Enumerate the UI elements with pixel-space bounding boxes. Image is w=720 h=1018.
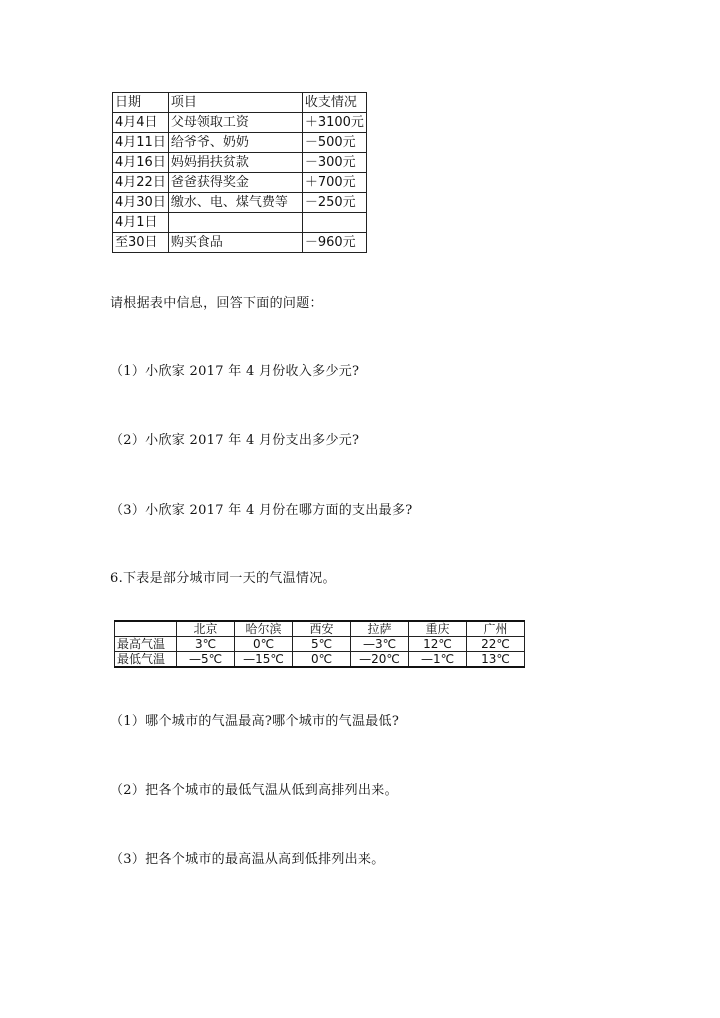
cell-amount: ＋3100元 bbox=[302, 113, 366, 133]
cell-date: 4月11日 bbox=[113, 133, 169, 153]
header-city: 西安 bbox=[293, 621, 351, 637]
cell-date: 4月1日 bbox=[113, 213, 169, 233]
question-1: （1）小欣家 2017 年 4 月份收入多少元? bbox=[110, 364, 360, 379]
cell-high-temp: 0℃ bbox=[235, 637, 293, 652]
cell-high-temp: 3℃ bbox=[177, 637, 235, 652]
cell-low-temp: —1℃ bbox=[409, 652, 467, 668]
cell-high-temp: 22℃ bbox=[467, 637, 525, 652]
table-header-row bbox=[113, 93, 367, 113]
instruction-text: 请根据表中信息，回答下面的问题： bbox=[110, 296, 323, 311]
table-row bbox=[113, 153, 367, 173]
cell-low-temp: 13℃ bbox=[467, 652, 525, 668]
table-row bbox=[113, 213, 367, 233]
question-6-3: （3）把各个城市的最高温从高到低排列出来。 bbox=[110, 852, 385, 867]
income-expense-table bbox=[112, 92, 367, 253]
header-date: 日期 bbox=[113, 93, 169, 113]
header-city: 哈尔滨 bbox=[235, 621, 293, 637]
cell-date: 4月30日 bbox=[113, 193, 169, 213]
cell-low-temp: 0℃ bbox=[293, 652, 351, 668]
temperature-table bbox=[114, 620, 525, 668]
header-item: 项目 bbox=[168, 93, 302, 113]
table-header-row bbox=[115, 621, 525, 637]
question-6-1: （1）哪个城市的气温最高?哪个城市的气温最低? bbox=[110, 714, 400, 729]
question-6-2: （2）把各个城市的最低气温从低到高排列出来。 bbox=[110, 783, 398, 798]
cell-amount bbox=[302, 213, 366, 233]
cell-item: 妈妈捐扶贫款 bbox=[168, 153, 302, 173]
row-label-high: 最高气温 bbox=[115, 637, 177, 652]
cell-date: 4月16日 bbox=[113, 153, 169, 173]
cell-high-temp: —3℃ bbox=[351, 637, 409, 652]
cell-item: 爸爸获得奖金 bbox=[168, 173, 302, 193]
cell-item: 购买食品 bbox=[168, 233, 302, 253]
row-label-low: 最低气温 bbox=[115, 652, 177, 668]
header-city: 拉萨 bbox=[351, 621, 409, 637]
header-blank bbox=[115, 621, 177, 637]
cell-amount: －300元 bbox=[302, 153, 366, 173]
table-row bbox=[113, 193, 367, 213]
question-2: （2）小欣家 2017 年 4 月份支出多少元? bbox=[110, 433, 360, 448]
cell-amount: ＋700元 bbox=[302, 173, 366, 193]
cell-amount: －250元 bbox=[302, 193, 366, 213]
cell-item bbox=[168, 213, 302, 233]
header-city: 重庆 bbox=[409, 621, 467, 637]
cell-date: 4月4日 bbox=[113, 113, 169, 133]
cell-date: 至30日 bbox=[113, 233, 169, 253]
cell-high-temp: 5℃ bbox=[293, 637, 351, 652]
section-6-title: 6.下表是部分城市同一天的气温情况。 bbox=[110, 571, 336, 586]
table-row bbox=[113, 133, 367, 153]
cell-amount: －960元 bbox=[302, 233, 366, 253]
cell-date: 4月22日 bbox=[113, 173, 169, 193]
cell-high-temp: 12℃ bbox=[409, 637, 467, 652]
header-city: 北京 bbox=[177, 621, 235, 637]
cell-item: 缴水、电、煤气费等 bbox=[168, 193, 302, 213]
cell-low-temp: —15℃ bbox=[235, 652, 293, 668]
cell-low-temp: —5℃ bbox=[177, 652, 235, 668]
cell-item: 给爷爷、奶奶 bbox=[168, 133, 302, 153]
table-row bbox=[113, 233, 367, 253]
header-amount: 收支情况 bbox=[302, 93, 366, 113]
question-3: （3）小欣家 2017 年 4 月份在哪方面的支出最多? bbox=[110, 503, 413, 518]
table-row bbox=[115, 652, 525, 668]
table-row bbox=[115, 637, 525, 652]
cell-item: 父母领取工资 bbox=[168, 113, 302, 133]
table-row bbox=[113, 173, 367, 193]
table-row bbox=[113, 113, 367, 133]
cell-low-temp: —20℃ bbox=[351, 652, 409, 668]
cell-amount: －500元 bbox=[302, 133, 366, 153]
header-city: 广州 bbox=[467, 621, 525, 637]
